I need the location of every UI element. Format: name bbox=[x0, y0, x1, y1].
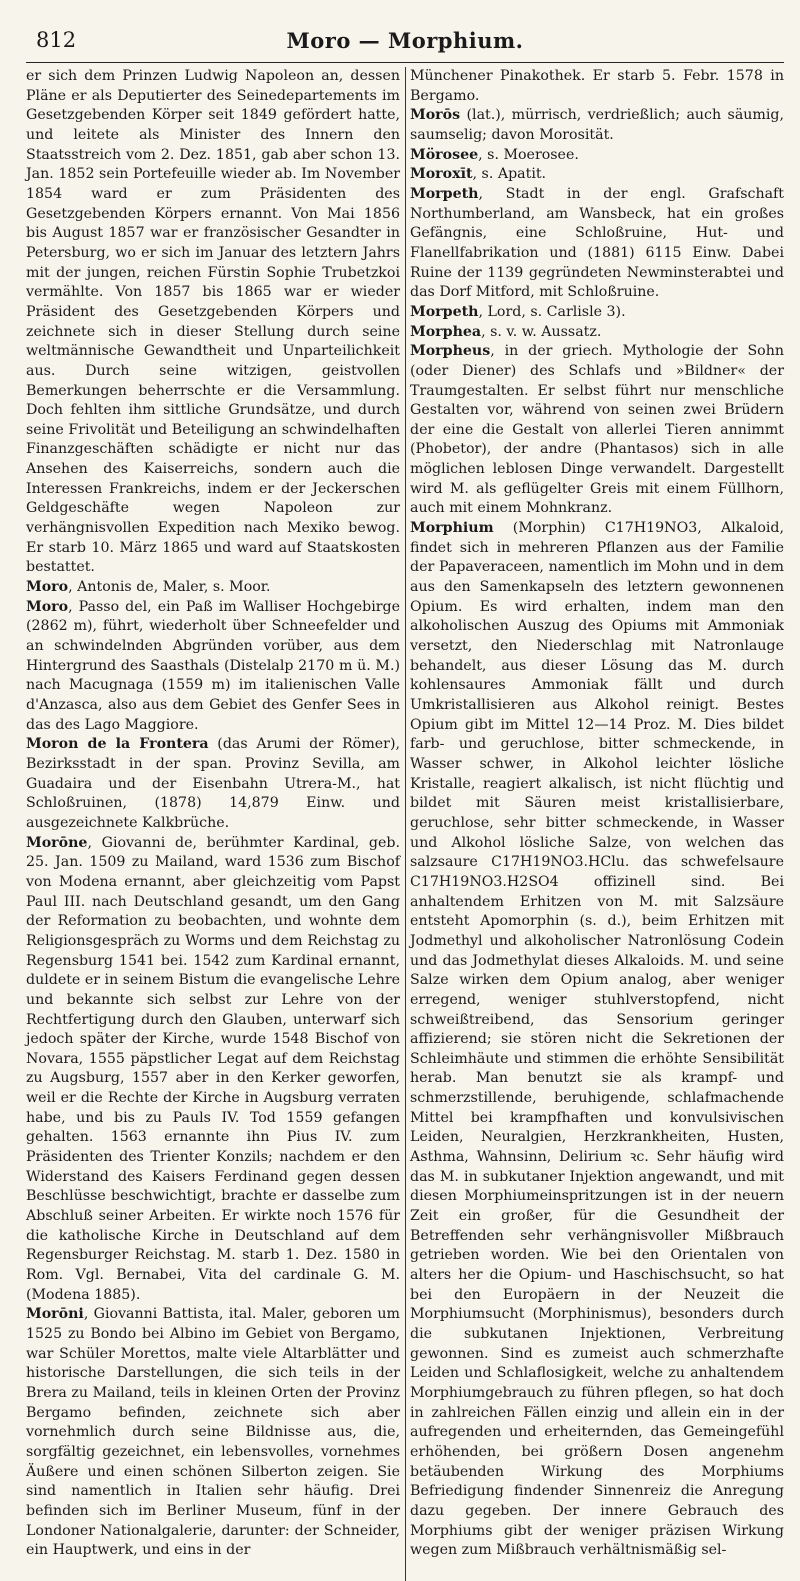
left-column bbox=[26, 67, 400, 1561]
entry-headword: Moroxīt bbox=[410, 166, 473, 183]
entry-morphea: Morphea, s. v. w. Aussatz. bbox=[410, 323, 602, 340]
entry-headword: Morōne bbox=[26, 834, 88, 851]
right-column bbox=[410, 67, 784, 1561]
entry-headword: Morōni bbox=[26, 1306, 84, 1323]
entry-headword: Morōs bbox=[410, 107, 461, 124]
entry-morone: Morōne, Giovanni de, berühmter Kardinal, geb. 25. Jan. 1509 zu Mailand, ward 1536 zum Bischof von Modena ernannt, aber gleichzeitig vom Papst Paul III. nach Deutschland gesandt, um den Gang der Reformation zu beobachten, und wohnte dem Religionsgespräch zu Worms und dem Reichstag zu Regensburg 1541 bei. 1542 zum Kardinal ernannt, duldete er in seinem Bistum die evangelische Lehre und bekannte sich selbst zur Lehre von der Rechtfertigung durch den Glauben, unterwarf sich jedoch später der Kirche, wurde 1548 Bischof von Novara, 1555 päpstlicher Legat auf dem Reichstag zu Augsburg, 1557 aber in den Kerker geworfen, weil er die Rechte der Kirche in Augsburg verraten habe, und bis zu Pauls IV. Tod 1559 gefangen gehalten. 1563 ernannte ihn Pius IV. zum Präsidenten des Trienter Konzils; nachdem er den Widerstand des Kaisers Ferdinand gegen dessen Beschlüsse beschwichtigt, brachte er dasselbe zum Abschluß seiner Arbeiten. Er wirkte noch 1576 für die katholische Kirche in Deutschland auf dem Regensburger Reichstag. M. starb 1. Dez. 1580 in Rom. Vgl. Bernabei, Vita del cardinale G. M. (Modena 1885). bbox=[26, 834, 400, 1303]
entry-headword: Morpeth bbox=[410, 303, 479, 320]
entry-morpheus: Morpheus, in der griech. Mythologie der Sohn (oder Diener) des Schlafs und »Bildner« der Traumgestalten. Er selbst führt nur menschliche Gestalten vor, während von seinen zwei Brüdern der eine die Gestalt von allerlei Tieren annimmt (Phobetor), der andre (Phantasos) sich in alle möglichen leblosen Dinge verwandelt. Dargestellt wird M. als geflügelter Greis mit einem Füllhorn, auch mit einem Mohnkranz. bbox=[410, 343, 784, 517]
entry-continuation: er sich dem Prinzen Ludwig Napoleon an, dessen Pläne er als Deputierter des Seinedepartements im Gesetzgebenden Körper seit 1849 gefördert hatte, und leitete als Minister des Innern den Staatsstreich vom 2. Dez. 1851, gab aber schon 13. Jan. 1852 sein Portefeuille wieder ab. Im November 1854 ward er zum Präsidenten des Gesetzgebenden Körpers ernannt. Von Mai 1856 bis August 1857 war er französischer Gesandter in Petersburg, wo er sich im Januar des letztern Jahrs mit der jungen, reichen Fürstin Sophie Trubetzkoi vermählte. Von 1857 bis 1865 war er wieder Präsident des Gesetzgebenden Körpers und zeichnete sich in dieser Stellung durch seine weltmännische Gewandtheit und Unparteilichkeit aus. Durch seine witzigen, geistvollen Bemerkungen beherrschte er die Versammlung. Doch fehlten ihm sittliche Grundsätze, und durch seine Frivolität und Beteiligung an schwindelhaften Finanzgeschäften schädigte er nicht nur das Ansehen des Kaiserreichs, sondern auch die Interessen Frankreichs, indem er der Jeckerschen Geldgeschäfte wegen Napoleon zur verhängnisvollen Expedition nach Mexiko bewog. Er starb 10. März 1865 und ward auf Staatskosten bestattet. bbox=[26, 68, 400, 576]
entry-morosee: Mörosee, s. Moerosee. bbox=[410, 146, 579, 163]
entry-morpeth-lord: Morpeth, Lord, s. Carlisle 3). bbox=[410, 303, 626, 320]
entry-headword: Mörosee bbox=[410, 146, 479, 163]
entry-moroxit: Moroxīt, s. Apatit. bbox=[410, 166, 547, 183]
entry-moros: Morōs (lat.), mürrisch, verdrießlich; auch säumig, saumselig; davon Morosität. bbox=[410, 107, 784, 143]
entry-morpeth: Morpeth, Stadt in der engl. Grafschaft Northumberland, am Wansbeck, hat ein großes Gefängnis, eine Schloßruine, Hut- und Flanellfabrikation und (1881) 6115 Einw. Dabei Ruine der 1139 gegründeten Newminsterabtei und das Dorf Mitford, mit Schloßruine. bbox=[410, 185, 784, 301]
entry-headword: Morpheus bbox=[410, 343, 491, 360]
entry-moroni: Morōni, Giovanni Battista, ital. Maler, geboren um 1525 zu Bondo bei Albino im Gebiet von Bergamo, war Schüler Morettos, malte viele Altarblätter und historische Darstellungen, die sich teils in der Brera zu Mailand, teils in kleinen Orten der Provinz Bergamo befinden, zeichnete sich aber vornehmlich durch seine Bildnisse aus, die, sorgfältig gezeichnet, ein lebensvolles, vornehmes Äußere und einen schönen Silberton zeigen. Sie sind namentlich in Italien sehr häufig. Drei befinden sich im Berliner Museum, fünf in der Londoner Nationalgalerie, darunter: der Schneider, ein Hauptwerk, und eins in der bbox=[26, 1306, 400, 1559]
entry-continuation-right: Münchener Pinakothek. Er starb 5. Febr. 1578 in Bergamo. bbox=[410, 68, 784, 104]
entry-headword: Moro bbox=[26, 579, 69, 596]
entry-headword: Moro bbox=[26, 598, 69, 615]
entry-headword: Morpeth bbox=[410, 185, 479, 202]
entry-moro-passo: Moro, Passo del, ein Paß im Walliser Hochgebirge (2862 m), führt, wiederholt über Schneefelder und an schwindelnden Abgründen vorüber, aus dem Hintergrund des Saasthals (Distelalp 2170 m ü. M.) nach Macugnaga (1559 m) im italienischen Valle d'Anzasca, also aus dem Gebiet des Genfer Sees in das des Lago Maggiore. bbox=[26, 598, 400, 733]
entry-morphium: Morphium (Morphin) C17H19NO3, Alkaloid, findet sich in mehreren Pflanzen aus der Familie der Papaveraceen, namentlich im Mohn und in dem aus den Samenkapseln des letztern gewonnenen Opium. Es wird erhalten, indem man den alkoholischen Auszug des Opiums mit Ammoniak versetzt, den Niederschlag mit Natronlauge behandelt, aus dieser Lösung das M. durch kohlensaures Ammoniak fällt und durch Umkristallisieren aus Alkohol reinigt. Bestes Opium gibt im Mittel 12—14 Proz. M. Dies bildet farb- und geruchlose, bitter schmeckende, in Wasser schwer, in Alkohol leichter lösliche Kristalle, reagiert alkalisch, ist nicht flüchtig und bildet mit Säuren meist kristallisierbare, geruchlose, sehr bitter schmeckende, in Wasser und Alkohol lösliche Salze, von welchen das salzsaure C17H19NO3.HClu. das schwefelsaure C17H19NO3.H2SO4 offizinell sind. Bei anhaltendem Erhitzen von M. mit Salzsäure entsteht Apomorphin (s. d.), beim Erhitzen mit Jodmethyl und alkoholischer Natronlösung Codein und das Jodmethylat dieses Alkaloids. M. und seine Salze wirken dem Opium analog, aber weniger erregend, weniger stuhlverstopfend, nicht schweißtreibend, das Sensorium geringer affizierend; sie stören nicht die Sekretionen der Schleimhäute und stimmen die erhöhte Sensibilität herab. Man benutzt sie als krampf- und schmerzstillende, beruhigende, schlafmachende Mittel bei krampfhaften und konvulsivischen Leiden, Neuralgien, Herzkrankheiten, Husten, Asthma, Wahnsinn, Delirium ꝛc. Sehr häufig wird das M. in subkutaner Injektion angewandt, und mit diesen Morphiumeinspritzungen ist in der neuern Zeit ein großer, für die Gesundheit der Betreffenden sehr verhängnisvoller Mißbrauch getrieben worden. Wie bei den Orientalen von alters her die Opium- und Haschischsucht, so hat bei den Europäern in der Neuzeit die Morphiumsucht (Morphinismus), besonders durch die subkutanen Injektionen, Verbreitung gewonnen. Sind es zumeist auch schmerzhafte Leiden und Schlaflosigkeit, welche zu anhaltendem Morphiumgebrauch zu führen pflegen, so hat doch in zahlreichen Fällen einzig und allein ein in der aufregenden und erheiternden, das Gemeingefühl erhöhenden, bei größern Dosen angenehm betäubenden Wirkung des Morphiums Befriedigung findender Sinnenreiz die Anregung dazu gegeben. Der innere Gebrauch des Morphiums gibt der weniger präzisen Wirkung wegen zum Mißbrauch verhältnismäßig sel- bbox=[410, 520, 784, 1559]
text-columns bbox=[26, 63, 784, 1561]
entry-headword: Morphea bbox=[410, 323, 482, 340]
page-header bbox=[26, 0, 784, 63]
entry-moron-de-la-frontera: Moron de la Frontera (das Arumi der Römer), Bezirksstadt in der span. Provinz Sevilla, am Guadaira und der Eisenbahn Utrera-M., hat Schloßruinen, (1878) 14,879 Einw. und ausgezeichnete Kalkbrüche. bbox=[26, 736, 400, 831]
page-number: 812 bbox=[36, 28, 77, 52]
running-title: Moro — Morphium. bbox=[286, 28, 524, 53]
entry-headword: Morphium bbox=[410, 520, 494, 537]
entry-moro-antonis: Moro, Antonis de, Maler, s. Moor. bbox=[26, 579, 271, 596]
entry-headword: Moron de la Frontera bbox=[26, 736, 209, 753]
